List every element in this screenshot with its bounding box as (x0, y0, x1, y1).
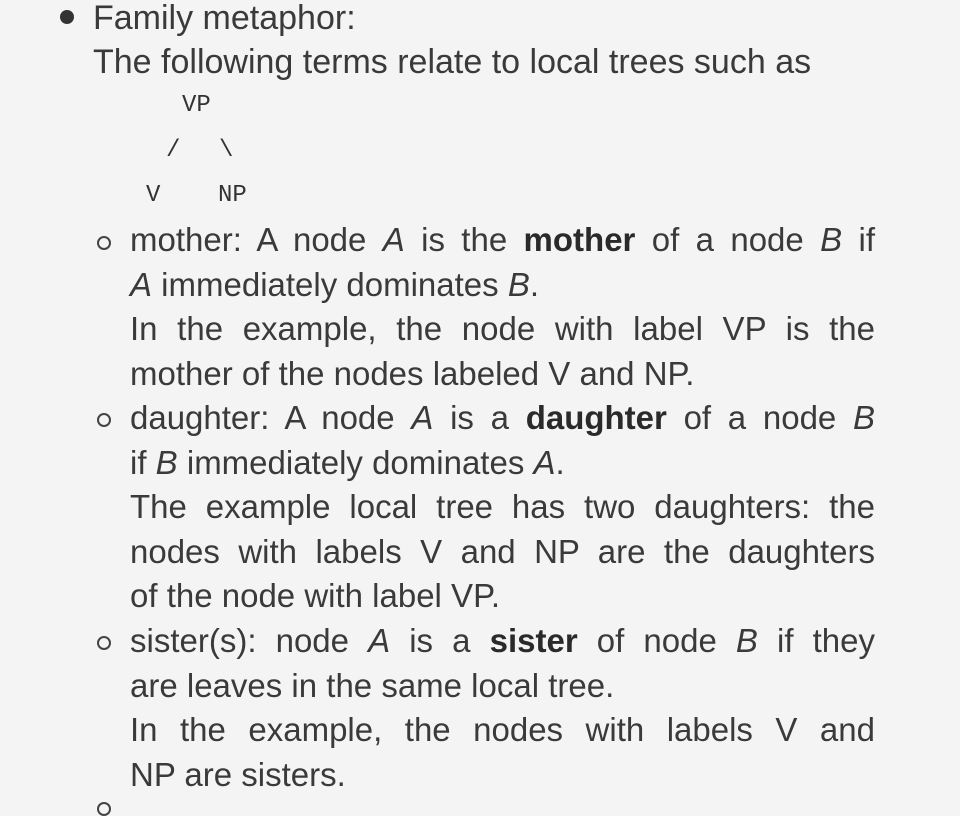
term-bold: daughter (525, 399, 667, 436)
definition-line: if B immediately dominates A. (130, 443, 565, 481)
definition-line: A immediately dominates B. (130, 265, 540, 303)
term-bold: sister (489, 622, 578, 659)
tree-root-label: VP (182, 92, 211, 119)
circle-bullet-icon (97, 236, 111, 250)
list-item-daughter (130, 396, 875, 619)
definition-line: mother: A node A is the mother of a node B if (130, 221, 875, 258)
tree-right-leaf-label: NP (218, 182, 247, 209)
example-line: In the example, the nodes with labels V and (130, 711, 875, 748)
example-line: The example local tree has two daughters: the (130, 488, 875, 525)
example-line: of the node with label VP. (130, 577, 500, 614)
intro-text: The following terms relate to local trees such as (93, 43, 812, 81)
example-line: NP are sisters. (130, 755, 346, 793)
definition-line: daughter: A node A is a daughter of a node B (130, 399, 875, 436)
tree-left-branch: / (166, 137, 181, 164)
circle-bullet-icon (97, 802, 111, 816)
bullet-icon (60, 10, 74, 24)
tree-right-branch: \ (219, 137, 234, 164)
circle-bullet-icon (97, 413, 111, 427)
term-bold: mother (523, 221, 636, 258)
example-line: mother of the nodes labeled V and NP. (130, 354, 695, 392)
list-item-mother (130, 218, 875, 396)
example-line: In the example, the node with label VP is the (130, 310, 875, 347)
section-heading: Family metaphor: (93, 0, 356, 37)
circle-bullet-icon (97, 636, 111, 650)
example-line: nodes with labels V and NP are the daughters (130, 532, 875, 570)
tree-left-leaf-label: V (146, 182, 161, 209)
definition-line: sister(s): node A is a sister of node B if they (130, 622, 875, 659)
definition-line: are leaves in the same local tree. (130, 666, 615, 704)
list-item-sisters (130, 619, 875, 797)
